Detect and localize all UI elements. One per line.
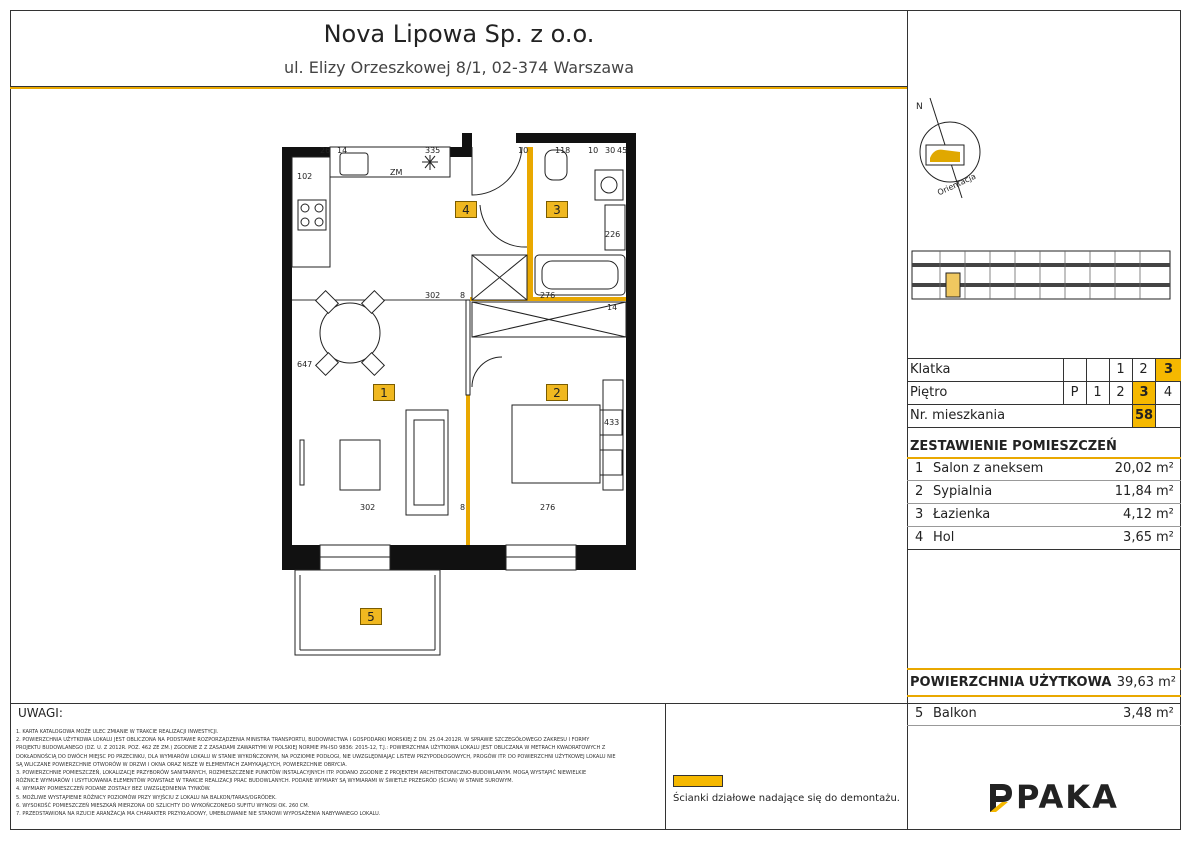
dim-45: 45 [617, 146, 628, 155]
pietro-2: 2 [1116, 385, 1125, 400]
dim-118: 118 [555, 146, 571, 155]
rooms-summary-title: ZESTAWIENIE POMIESZCZEŃ [910, 439, 1117, 454]
klatka-3-selected: 3 [1156, 359, 1181, 381]
pietro-3-selected: 3 [1133, 382, 1155, 404]
note-line: RÓŻNICE WYMIARÓW I USYTUOWANIA ELEMENTÓW POWSTAŁE W TRAKCIE REALIZACJI PRAC BUDOWLANYCH. PODANE WYMIARY SĄ WYMIARAMI W ŚWIETLE PRZEGRÓD (ŚCIAN) W STANIE SUROWYM. [16, 778, 514, 785]
notes-list [16, 728, 664, 818]
note-line: SĄ WLICZANE POWIERZCHNIE OTWORÓW W DRZWI I OKNA ORAZ NISZE W ELEMENTACH ZAMYKAJĄCYCH, POWIERZCHNIE OBRYCIA. [16, 761, 347, 768]
note-line: PROJEKTU BUDOWLANEGO (DZ. U. Z 2012R. POZ. 462 ZE ZM.) ZGODNIE Z Z ZASADAMI ZAWARTYMI W POLSKIEJ NORMIE PN-ISO 9836: 2015-12, T.J.: POWIERZCHNIA UŻYTKOWA LOKALU JEST OBLICZANA W METRACH KWADRATOWYCH Z [16, 745, 606, 752]
dim-276b: 276 [540, 503, 556, 512]
dim-10a: 10 [518, 146, 529, 155]
footer-divider [10, 703, 1181, 704]
balcony-unit: m² [1156, 706, 1174, 721]
klatka-label: Klatka [910, 362, 951, 377]
room-3-name: Łazienka [933, 507, 991, 522]
note-line: DOKŁADNOŚCIĄ DO DWÓCH MIEJSC PO PRZECINKU, DLA WYMIARÓW LOKALU W STANIE WYKOŃCZONYM, NA POZIOMIE PODŁOGI, NIE UWZGLĘDNIAJĄC LISTEW PRZYPODŁOGOWYCH, PROGÓW ITP. DO POWIERZCHNI UŻYTKOWEJ LOKALU NIE [16, 753, 616, 760]
note-line: 6. WYSOKOŚĆ POMIESZCZEŃ MIESZKAŃ MIERZONA OD SZLICHTY DO WYKOŃCZONEGO SUFITU WYNOSI OK. 260 CM. [16, 802, 310, 809]
pietro-4: 4 [1163, 385, 1173, 400]
room-4-no: 4 [915, 530, 924, 545]
nr-mieszkania-value: 58 [1133, 405, 1155, 427]
room-2-area: 11,84 [1114, 484, 1152, 499]
room-1-no: 1 [915, 461, 924, 476]
company-address: ul. Elizy Orzeszkowej 8/1, 02-374 Warszawa [283, 58, 635, 77]
room-3-area: 4,12 [1123, 507, 1152, 522]
pietro-1: 1 [1093, 385, 1102, 400]
note-line: 4. WYMIARY POMIESZCZEŃ PODANE ZOSTAŁY BEZ UWZGLĘDNIENIA TYNKÓW. [16, 786, 211, 793]
room-4-name: Hol [933, 530, 955, 545]
dim-226: 226 [605, 230, 621, 239]
dim-8b: 8 [460, 503, 466, 512]
pietro-label: Piętro [910, 385, 948, 400]
usable-area-label: POWIERZCHNIA UŻYTKOWA [910, 675, 1112, 690]
building-key-plan [910, 243, 1172, 305]
legend-divider [665, 703, 666, 830]
dim-8a: 8 [460, 291, 466, 300]
room-number-2: 2 [546, 384, 568, 401]
balcony-area: 3,48 [1123, 706, 1152, 721]
room-1-unit: m² [1156, 461, 1174, 476]
room-4-unit: m² [1156, 530, 1174, 545]
logo-mark [988, 782, 1014, 814]
klatka-1: 1 [1116, 362, 1125, 377]
balcony-no: 5 [915, 706, 924, 721]
dim-30: 30 [605, 146, 616, 155]
right-column-divider [907, 10, 908, 830]
room-3-no: 3 [915, 507, 924, 522]
room-4-area: 3,65 [1123, 530, 1152, 545]
note-line: 2. POWIERZCHNIA UŻYTKOWA LOKALU JEST OBLICZONA NA PODSTAWIE ROZPORZĄDZENIA MINISTRA TRANSPORTU, BUDOWNICTWA I GOSPODARKI MORSKIEJ Z DN. 25.04.2012R. W SPRAWIE SZCZEGÓŁOWEGO ZAKRESU I FORMY [16, 737, 590, 744]
north-label: N [916, 102, 923, 112]
room-3-unit: m² [1156, 507, 1174, 522]
dim-433: 433 [604, 418, 620, 427]
dim-14b: 14 [607, 303, 618, 312]
room-number-1: 1 [373, 384, 395, 401]
room-number-3: 3 [546, 201, 568, 218]
dim-102: 102 [297, 172, 313, 181]
room-1-area: 20,02 [1114, 461, 1152, 476]
dim-10b: 10 [588, 146, 599, 155]
room-number-5: 5 [360, 608, 382, 625]
header-accent [10, 87, 907, 89]
note-line: 5. MOŻLIWE WYSTĄPIENIE RÓŻNICY POZIOMÓW PRZY WYJŚCIU Z LOKALU NA BALKON/TARAS/OGRÓDEK. [16, 794, 277, 801]
room-2-unit: m² [1156, 484, 1174, 499]
kitchen-zm-label: ZM [390, 168, 403, 177]
dim-26: 26 [320, 146, 331, 155]
room-2-name: Sypialnia [933, 484, 993, 499]
orientation-label: Orientacja [936, 171, 978, 198]
dim-276a: 276 [540, 291, 556, 300]
legend-swatch [673, 775, 723, 787]
dim-302a: 302 [425, 291, 441, 300]
nr-mieszkania-label: Nr. mieszkania [910, 408, 1006, 423]
dim-647: 647 [297, 360, 313, 369]
pietro-p: P [1070, 385, 1079, 400]
note-line: 3. POWIERZCHNIE POMIESZCZEŃ, LOKALIZACJE PRZYBORÓW SANITARNYCH, ROZMIESZCZENIE PUNKTÓW INSTALACYJNYCH ITP. PODANO ZGODNIE Z PROJEKTEM ARCHITEKTONICZNO-BUDOWLANYM. MOGĄ WYSTĄPIĆ NIEWIELKIE [16, 770, 587, 777]
klatka-2: 2 [1139, 362, 1148, 377]
logo-text: PAKA [1016, 778, 1119, 816]
room-2-no: 2 [915, 484, 924, 499]
note-line: 7. PRZEDSTAWIONA NA RZUCIE ARANŻACJA MA CHARAKTER PRZYKŁADOWY, UMEBLOWANIE NIE STANOWI WYPOSAŻENIA NABYWANEGO LOKALU. [16, 811, 381, 818]
usable-area-value: 39,63 m² [1116, 675, 1176, 690]
legend-text: Ścianki działowe nadające się do demontażu. [673, 793, 900, 804]
notes-title: UWAGI: [18, 706, 63, 720]
dim-335: 335 [425, 146, 441, 155]
note-line: 1. KARTA KATALOGOWA MOŻE ULEC ZMIANIE W TRAKCIE REALIZACJI INWESTYCJI. [16, 729, 219, 735]
dim-14: 14 [337, 146, 348, 155]
balcony-name: Balkon [933, 706, 977, 721]
room-number-4: 4 [455, 201, 477, 218]
room-1-name: Salon z aneksem [933, 461, 1044, 476]
dim-302b: 302 [360, 503, 376, 512]
company-name: Nova Lipowa Sp. z o.o. [323, 20, 595, 48]
